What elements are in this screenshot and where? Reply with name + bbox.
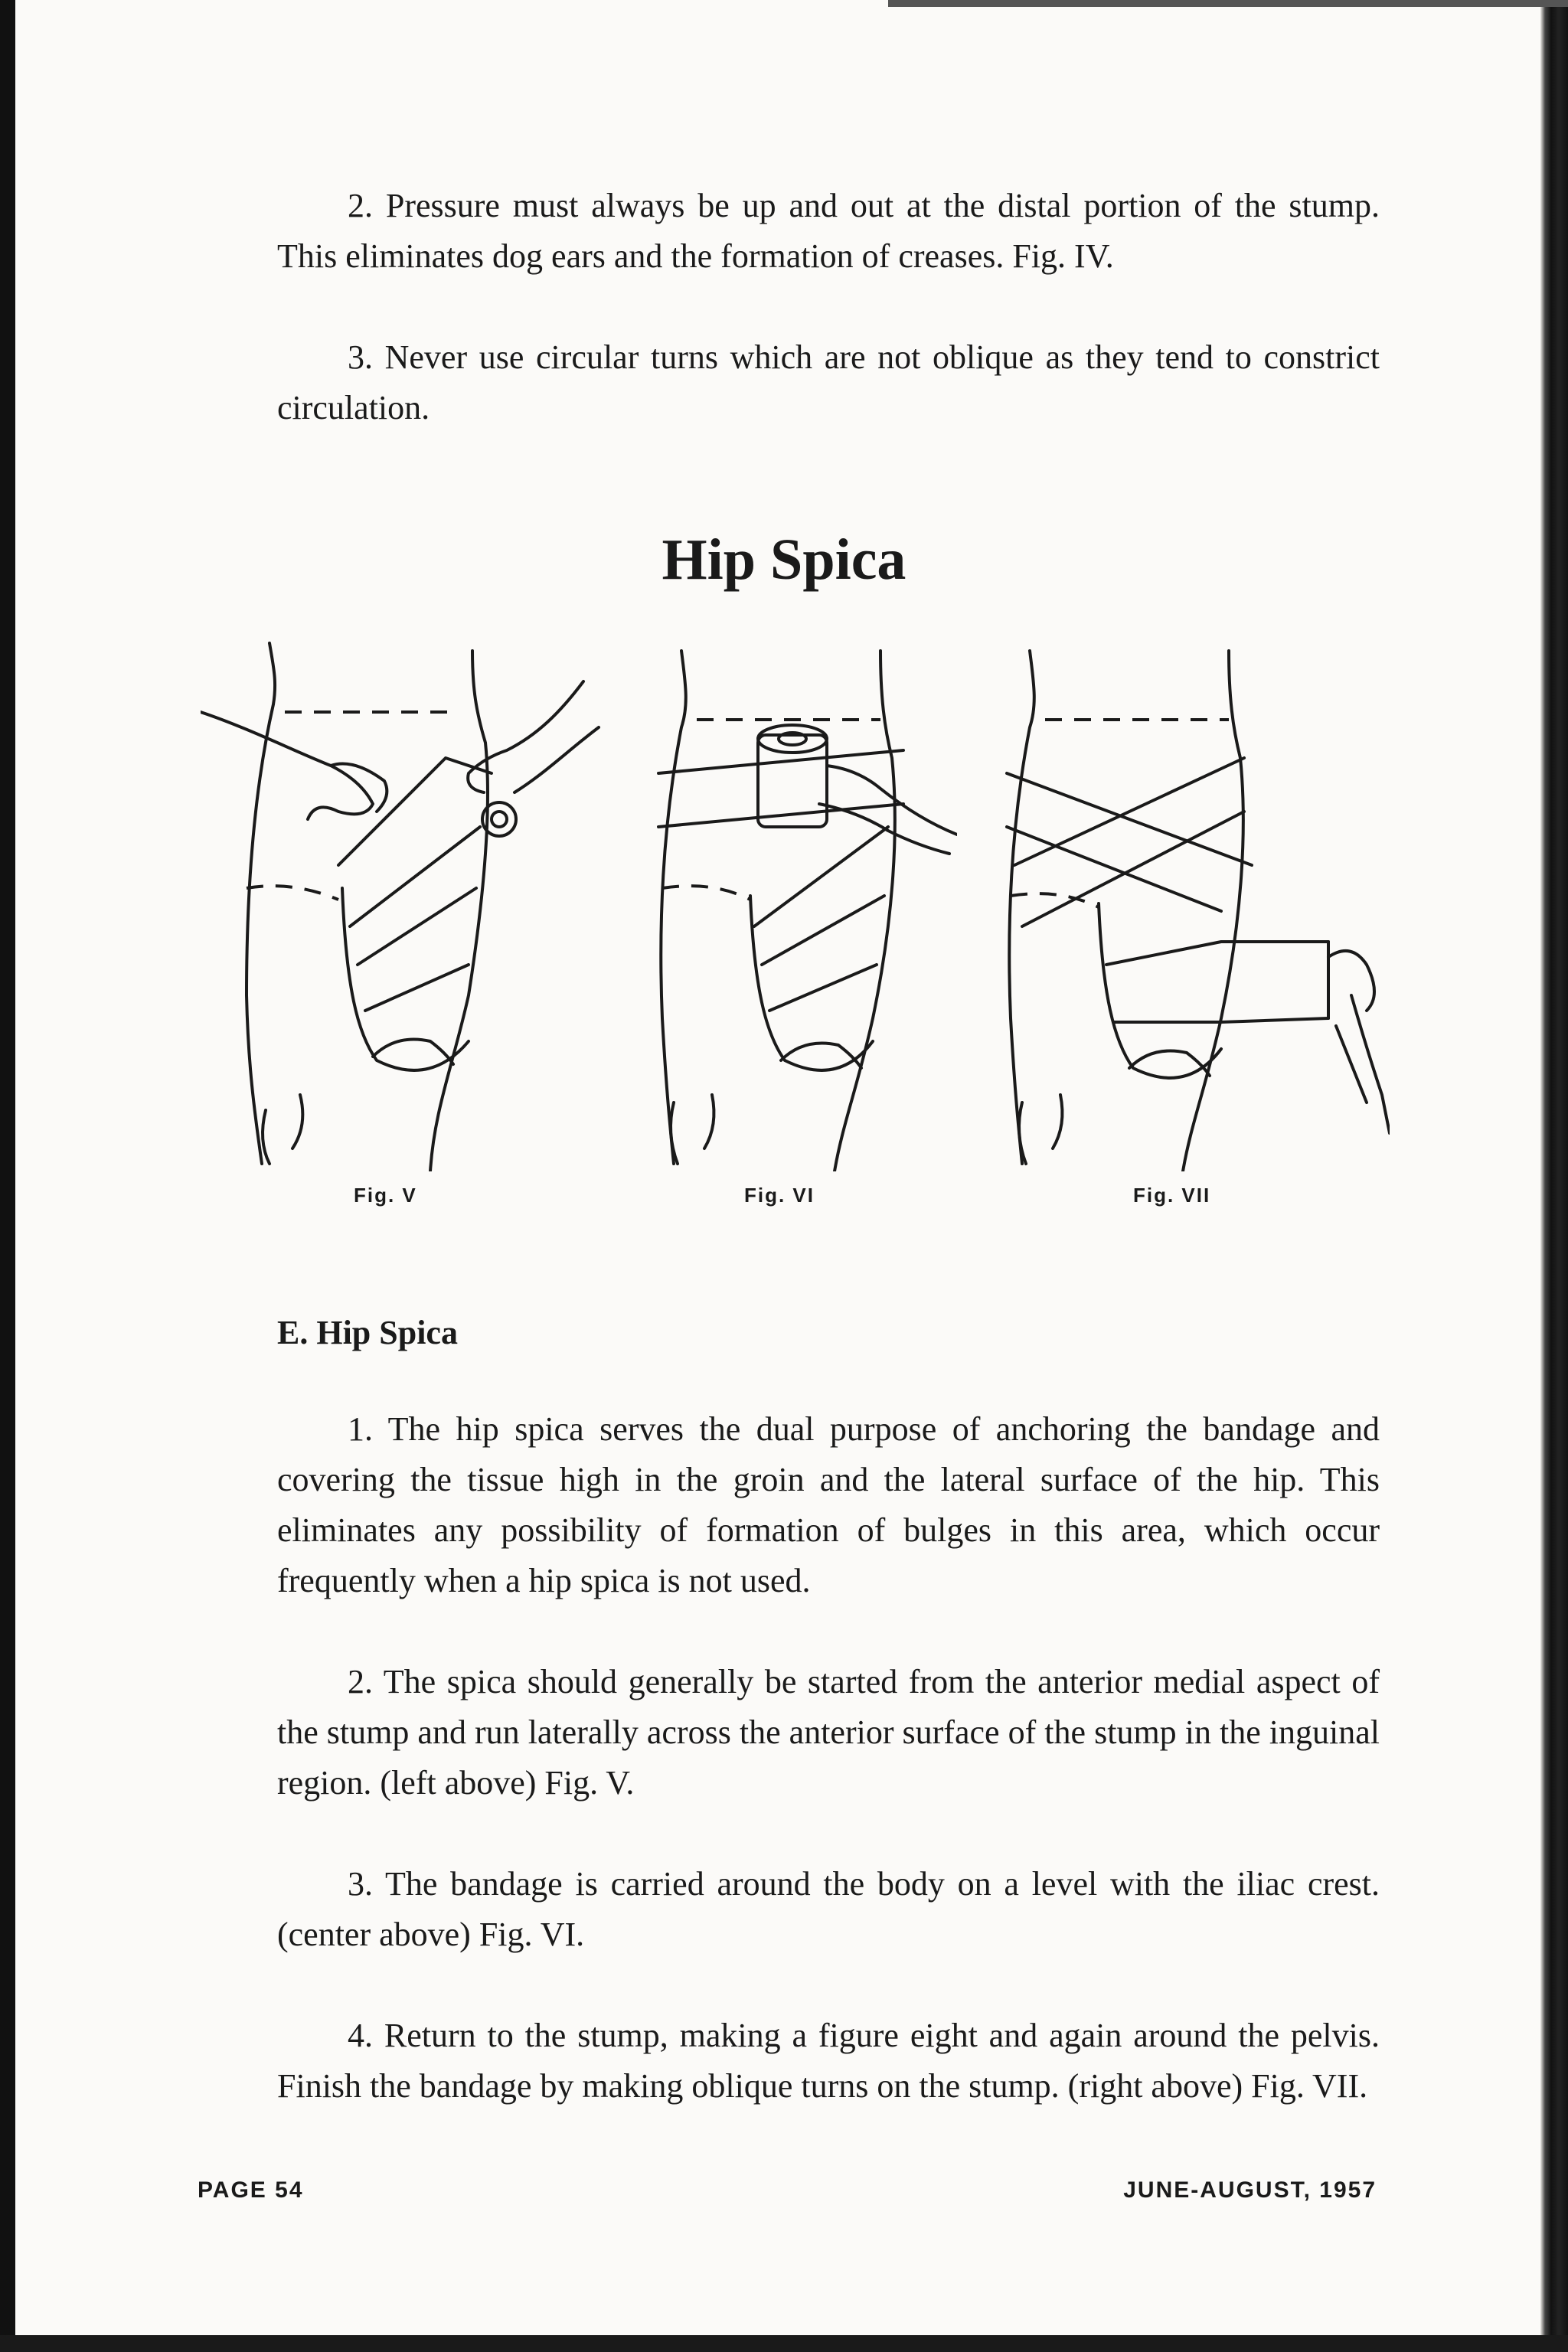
issue-date: JUNE-AUGUST, 1957 bbox=[1123, 2177, 1377, 2203]
bandage-around-pelvis-illustration bbox=[628, 635, 957, 1171]
intro-paragraph-2: 2. Pressure must always be up and out at the distal portion of the stump. This eliminates dog ears and the formation of creases. Fig. IV. bbox=[277, 187, 1380, 275]
figure-heading: Hip Spica bbox=[662, 528, 906, 592]
figure-caption: Fig. VII bbox=[1133, 1184, 1211, 1207]
section-paragraph: 1. The hip spica serves the dual purpose of anchoring the bandage and covering the tissue high in the groin and the lateral surface of the hip. This eliminates any possibility of formation of bulges in this area, which occur frequently when a hip spica is not used. bbox=[277, 1410, 1380, 1599]
section-paragraph: 3. The bandage is carried around the body on a level with the iliac crest. (center above) Fig. VI. bbox=[277, 1865, 1380, 1953]
page-number: PAGE 54 bbox=[198, 2177, 304, 2203]
bandage-applying-hands-illustration bbox=[201, 635, 614, 1171]
figure-eight-bandage-illustration bbox=[969, 635, 1390, 1171]
section-paragraph: 4. Return to the stump, making a figure eight and again around the pelvis. Finish the bandage by making oblique turns on the stump. (right above) Fig. VII. bbox=[277, 2017, 1380, 2105]
section-title: E. Hip Spica bbox=[277, 1314, 458, 1351]
figure-caption: Fig. V bbox=[354, 1184, 417, 1207]
figure-caption: Fig. VI bbox=[744, 1184, 815, 1207]
section-paragraph: 2. The spica should generally be started from the anterior medial aspect of the stump and run laterally across the anterior surface of the stump in the inguinal region. (left above) Fig. V. bbox=[277, 1663, 1380, 1802]
intro-paragraph-3: 3. Never use circular turns which are not oblique as they tend to constrict circulation. bbox=[277, 338, 1380, 426]
